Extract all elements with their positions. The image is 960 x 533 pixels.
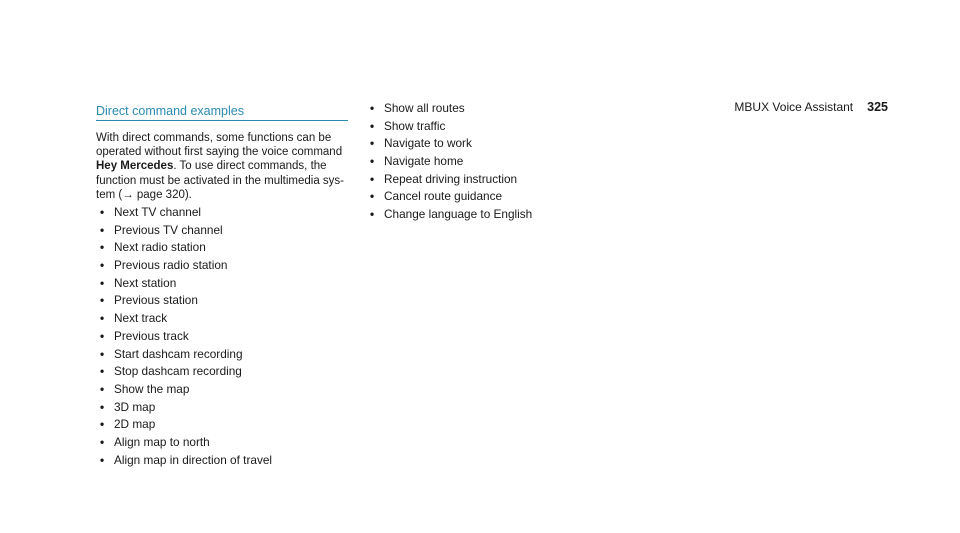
list-item: • Change language to English [366,206,626,224]
intro-text-1: With direct commands, some functions can be operated without first saying the voice command [96,132,343,159]
section-title: MBUX Voice Assistant [734,100,854,114]
list-item: • Show the map [96,381,348,399]
list-item: • Show traffic [366,118,626,136]
list-item: • Start dashcam recording [96,346,348,364]
list-item: • Show all routes [366,100,626,118]
list-item: • Align map to north [96,434,348,452]
list-item: • Next track [96,310,348,328]
page-header [734,100,888,114]
section-heading: Direct command examples [96,104,348,121]
list-item: • Repeat driving instruction [366,171,626,189]
list-item: • Stop dashcam recording [96,363,348,381]
list-item: • 3D map [96,399,348,417]
list-item: • Align map in direction of travel [96,452,348,470]
list-item: • Next TV channel [96,204,348,222]
right-command-list [366,100,626,224]
list-item: • Previous station [96,292,348,310]
list-item: • Next radio station [96,239,348,257]
list-item: • Navigate to work [366,135,626,153]
intro-paragraph [96,131,348,202]
list-item: • Next station [96,275,348,293]
list-item: • Cancel route guidance [366,188,626,206]
list-item: • 2D map [96,416,348,434]
right-column [366,100,626,224]
list-item: • Previous radio station [96,257,348,275]
list-item: • Navigate home [366,153,626,171]
intro-text-2: . To use direct commands, the function must be activated in the multimedia sys-tem (→ page 320). [96,160,345,201]
page-number: 325 [867,100,888,114]
left-command-list [96,204,348,469]
list-item: • Previous TV channel [96,222,348,240]
list-item: • Previous track [96,328,348,346]
intro-voice-command: Hey Mercedes [96,160,174,173]
left-column [96,104,348,469]
